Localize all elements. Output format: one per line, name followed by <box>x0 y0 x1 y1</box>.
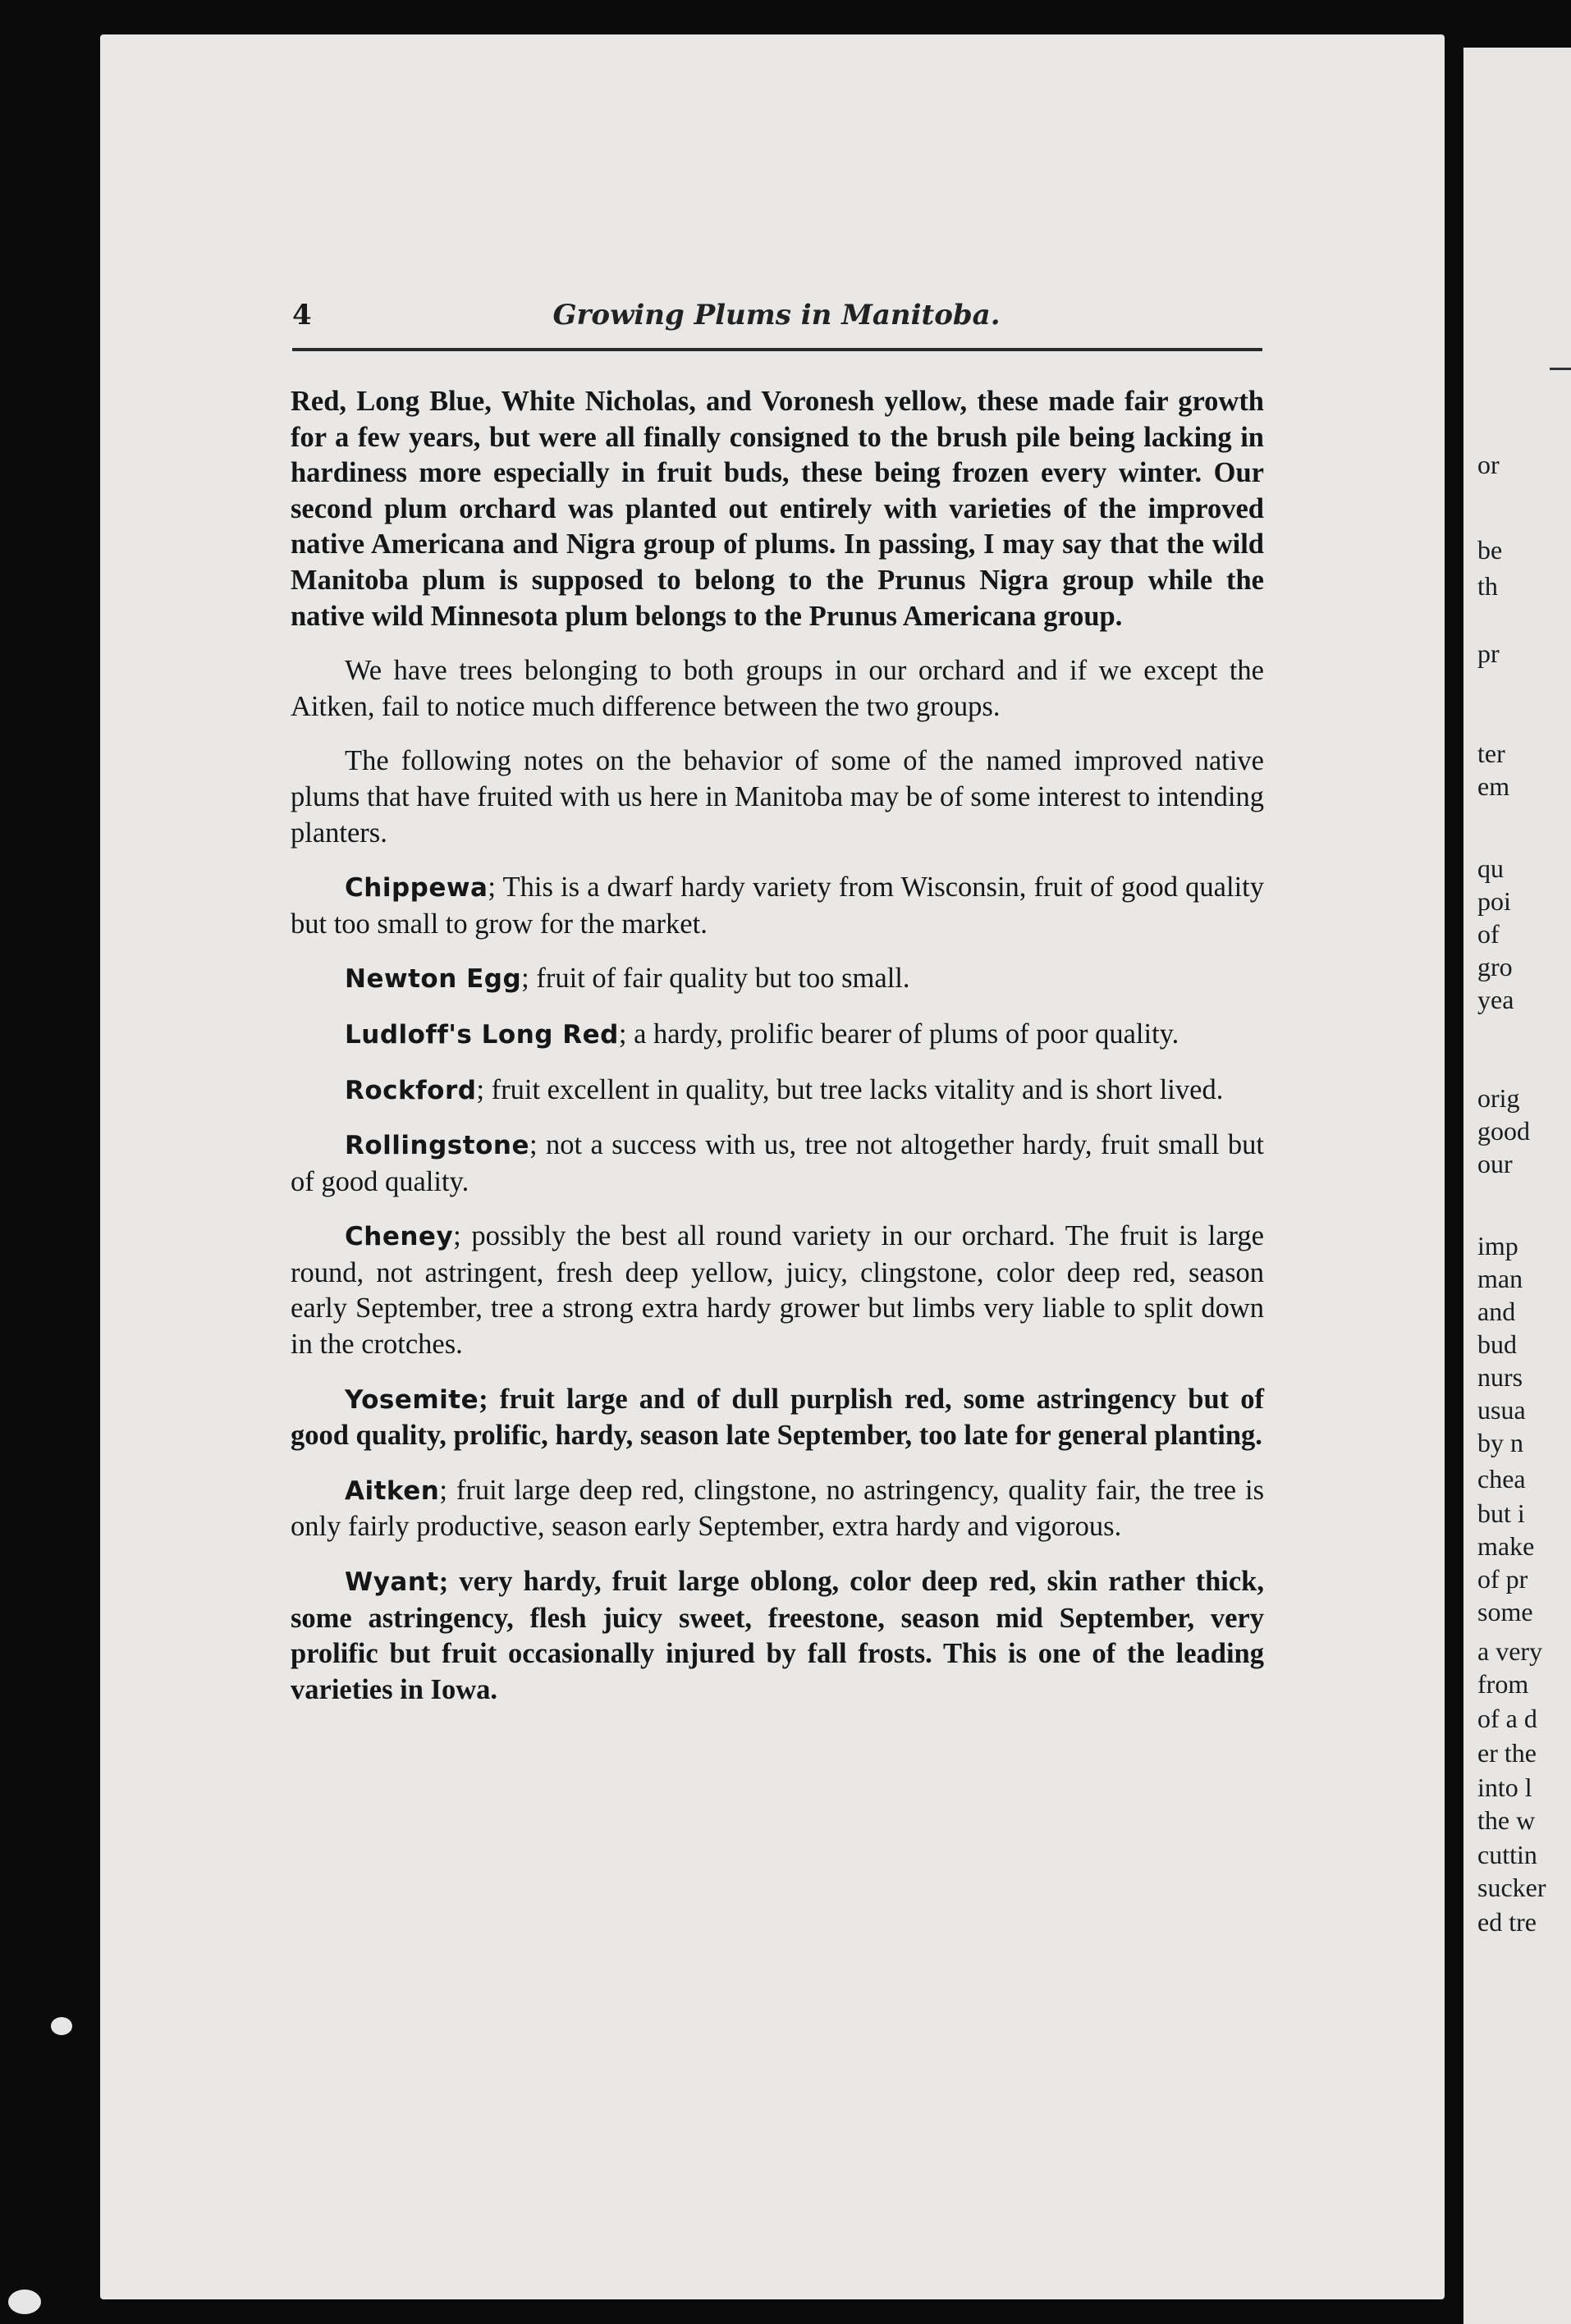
variety-description: fruit large deep red, clingstone, no astringency, quality fair, the tree is only fairly productive, season early September, extra hardy and vigorous. <box>291 1474 1264 1543</box>
variety-entry: Chippewa; This is a dwarf hardy variety from Wisconsin, fruit of good quality but too small to grow for the market. <box>291 872 1264 940</box>
facing-page-fragment: our <box>1477 1149 1513 1178</box>
variety-name: Rockford <box>345 1075 477 1105</box>
scan-speck <box>8 2290 41 2314</box>
variety-description: not a success with us, tree not altogether hardy, fruit small but of good quality. <box>291 1129 1264 1197</box>
facing-page-fragment: usua <box>1477 1395 1526 1425</box>
facing-page-fragment: good <box>1477 1116 1530 1146</box>
page-number: 4 <box>292 299 312 332</box>
facing-page-fragment: er the <box>1477 1738 1537 1768</box>
facing-page-fragment: be <box>1477 535 1503 565</box>
facing-page-fragment: make <box>1477 1531 1535 1561</box>
variety-entry: Rockford; fruit excellent in quality, but tree lacks vitality and is short lived. <box>345 1073 1224 1105</box>
facing-page-fragment: bud <box>1477 1329 1517 1359</box>
facing-page-fragment: cuttin <box>1477 1840 1537 1869</box>
facing-page-fragment: some <box>1477 1597 1533 1626</box>
facing-page-fragment: or <box>1477 450 1500 479</box>
facing-page-fragment: of pr <box>1477 1564 1528 1594</box>
header-rule <box>292 348 1262 351</box>
facing-page-fragment: ed tre <box>1477 1907 1537 1937</box>
variety-entry: Ludloff's Long Red; a hardy, prolific bearer of plums of poor quality. <box>345 1018 1179 1050</box>
facing-page-fragment: em <box>1477 771 1510 801</box>
facing-page-fragment: orig <box>1477 1083 1520 1113</box>
variety-description: fruit of fair quality but too small. <box>536 963 910 995</box>
variety-entry: Yosemite; fruit large and of dull purplish red, some astringency but of good quality, prolific, hardy, season late September, too late for general planting. <box>291 1383 1264 1452</box>
variety-name: Yosemite <box>345 1384 479 1415</box>
facing-page-rule <box>1550 368 1571 370</box>
paragraph-3: The following notes on the behavior of some of the named improved native plums that have fruited with us here in Manitoba may be of some interest to intending planters. <box>291 745 1264 849</box>
facing-page-fragment: qu <box>1477 853 1504 883</box>
variety-description: very hardy, fruit large oblong, color deep red, skin rather thick, some astringency, flesh juicy sweet, freestone, season mid September, very prolific but fruit occasionally injured by fall frosts. This is one of the leading varieties in Iowa. <box>291 1566 1264 1705</box>
facing-page-fragment: pr <box>1477 638 1500 668</box>
facing-page-fragment: sucker <box>1477 1873 1546 1902</box>
page-body <box>291 384 1264 1727</box>
facing-page-fragment: man <box>1477 1264 1523 1293</box>
facing-page-fragment: the w <box>1477 1805 1536 1835</box>
facing-page-edge <box>1463 48 1571 2324</box>
variety-description: This is a dwarf hardy variety from Wisconsin, fruit of good quality but too small to grow for the market. <box>291 872 1264 940</box>
variety-description: fruit excellent in quality, but tree lacks vitality and is short lived. <box>491 1073 1224 1105</box>
facing-page-fragment: gro <box>1477 952 1513 981</box>
variety-description: possibly the best all round variety in our orchard. The fruit is large round, not astringent, fresh deep yellow, juicy, clingstone, color deep red, season early September, tree a strong extra hardy grower but limbs very liable to split down in the crotches. <box>291 1220 1264 1361</box>
variety-entry: Aitken; fruit large deep red, clingstone, no astringency, quality fair, the tree is only fairly productive, season early September, extra hardy and vigorous. <box>291 1474 1264 1543</box>
variety-entry: Cheney; possibly the best all round variety in our orchard. The fruit is large round, not astringent, fresh deep yellow, juicy, clingstone, color deep red, season early September, tree a strong extra hardy grower but limbs very liable to split down in the crotches. <box>291 1220 1264 1361</box>
facing-page-fragment: and <box>1477 1297 1516 1326</box>
facing-page-fragment: chea <box>1477 1464 1526 1494</box>
facing-page-fragment: nurs <box>1477 1362 1523 1392</box>
variety-name: Chippewa <box>345 873 488 904</box>
running-title: Growing Plums in Manitoba. <box>552 299 1001 332</box>
page-header <box>292 299 1261 348</box>
variety-entry: Wyant; very hardy, fruit large oblong, color deep red, skin rather thick, some astringency, flesh juicy sweet, freestone, season mid September, very prolific but fruit occasionally injured by fall frosts. This is one of the leading varieties in Iowa. <box>291 1566 1264 1705</box>
variety-description: a hardy, prolific bearer of plums of poor quality. <box>634 1018 1179 1050</box>
variety-name: Aitken <box>345 1475 440 1506</box>
variety-name: Newton Egg <box>345 964 522 995</box>
paragraph-2: We have trees belonging to both groups in our orchard and if we except the Aitken, fail to notice much difference between the two groups. <box>291 655 1264 722</box>
facing-page-fragment: into l <box>1477 1773 1532 1802</box>
facing-page-fragment: but i <box>1477 1498 1525 1528</box>
variety-name: Ludloff's Long Red <box>345 1019 619 1050</box>
facing-page-fragment: by n <box>1477 1428 1523 1457</box>
facing-page-fragment: imp <box>1477 1231 1518 1260</box>
facing-page-fragment: poi <box>1477 886 1511 916</box>
variety-name: Rollingstone <box>345 1131 529 1161</box>
variety-entry: Rollingstone; not a success with us, tree not altogether hardy, fruit small but of good quality. <box>291 1129 1264 1197</box>
variety-name: Wyant <box>345 1567 439 1598</box>
facing-page-fragment: from <box>1477 1669 1529 1699</box>
variety-name: Cheney <box>345 1222 454 1252</box>
facing-page-fragment: a very <box>1477 1636 1543 1666</box>
facing-page-fragment: of <box>1477 919 1500 949</box>
variety-description: fruit large and of dull purplish red, some astringency but of good quality, prolific, hardy, season late September, too late for general planting. <box>291 1383 1264 1452</box>
facing-page-fragment: th <box>1477 571 1498 601</box>
scan-speck <box>51 2017 72 2035</box>
facing-page-fragment: ter <box>1477 739 1505 768</box>
facing-page-fragment: yea <box>1477 985 1514 1014</box>
paragraph-1: Red, Long Blue, White Nicholas, and Voronesh yellow, these made fair growth for a few years, but were all finally consigned to the brush pile being lacking in hardiness more especially in fruit buds, these being frozen every winter. Our second plum orchard was planted out entirely with varieties of the improved native Americana and Nigra group of plums. In passing, I may say that the wild Manitoba plum is supposed to belong to the Prunus Nigra group while the native wild Minnesota plum belongs to the Prunus Americana group. <box>291 386 1264 632</box>
facing-page-fragment: of a d <box>1477 1704 1537 1733</box>
variety-entry: Newton Egg; fruit of fair quality but too small. <box>345 963 910 995</box>
